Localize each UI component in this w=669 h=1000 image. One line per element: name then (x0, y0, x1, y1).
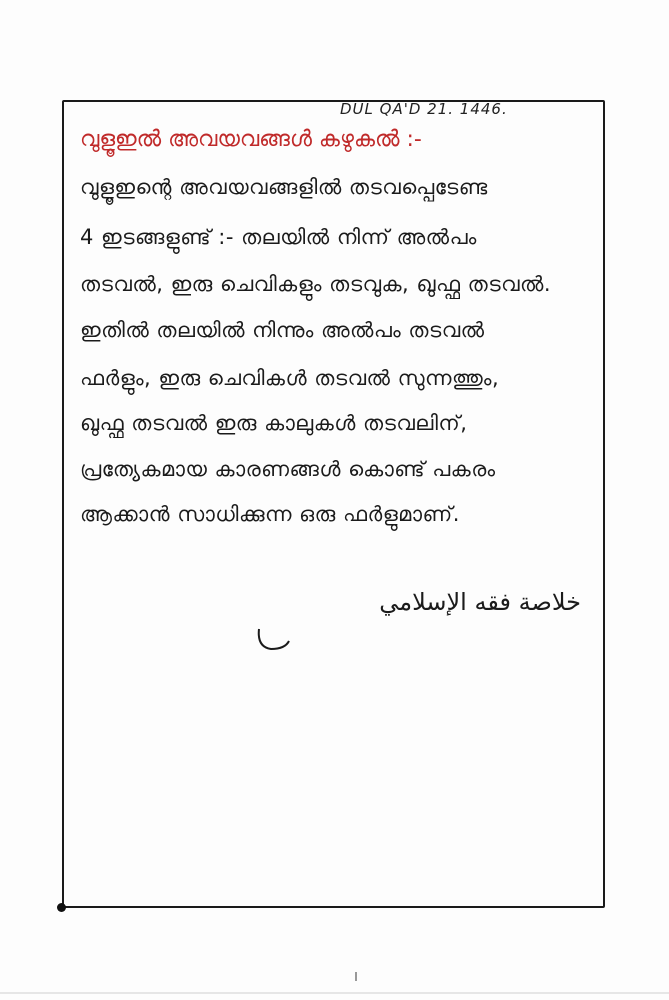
heading-text: വുളൂഇൽ അവയവങ്ങൾ കഴുകൽ :- (80, 127, 422, 152)
signature-flourish (255, 625, 295, 655)
body-line-2: 4 ഇടങ്ങളുണ്ട് :- തലയിൽ നിന്ന് അൽപം (80, 225, 477, 249)
body-line-7: പ്രത്യേകമായ കാരണങ്ങൾ കൊണ്ട് പകരം (80, 457, 496, 481)
body-line-8: ആക്കാൻ സാധിക്കുന്ന ഒരു ഫർളുമാണ്. (80, 502, 460, 526)
body-line-4: ഇതിൽ തലയിൽ നിന്നും അൽപം തടവൽ (80, 318, 485, 342)
body-line-6: ഖുഫ്ഫ തടവൽ ഇരു കാലുകൾ തടവലിന്, (80, 411, 468, 435)
date-line: DUL QA'D 21. 1446. (340, 100, 508, 118)
corner-dot (57, 903, 66, 912)
body-line-3: തടവൽ, ഇരു ചെവികളും തടവുക, ഖുഫ്ഫ തടവൽ. (80, 272, 552, 296)
signature-text: خلاصة فقه الإسلامي (379, 588, 581, 616)
page-mark (355, 972, 357, 981)
body-line-5: ഫർളും, ഇരു ചെവികൾ തടവൽ സുന്നത്തും, (80, 366, 500, 390)
body-line-1: വുളൂഇന്റെ അവയവങ്ങളിൽ തടവപ്പെടേണ്ട (80, 175, 488, 199)
page-bottom-edge (0, 992, 669, 994)
